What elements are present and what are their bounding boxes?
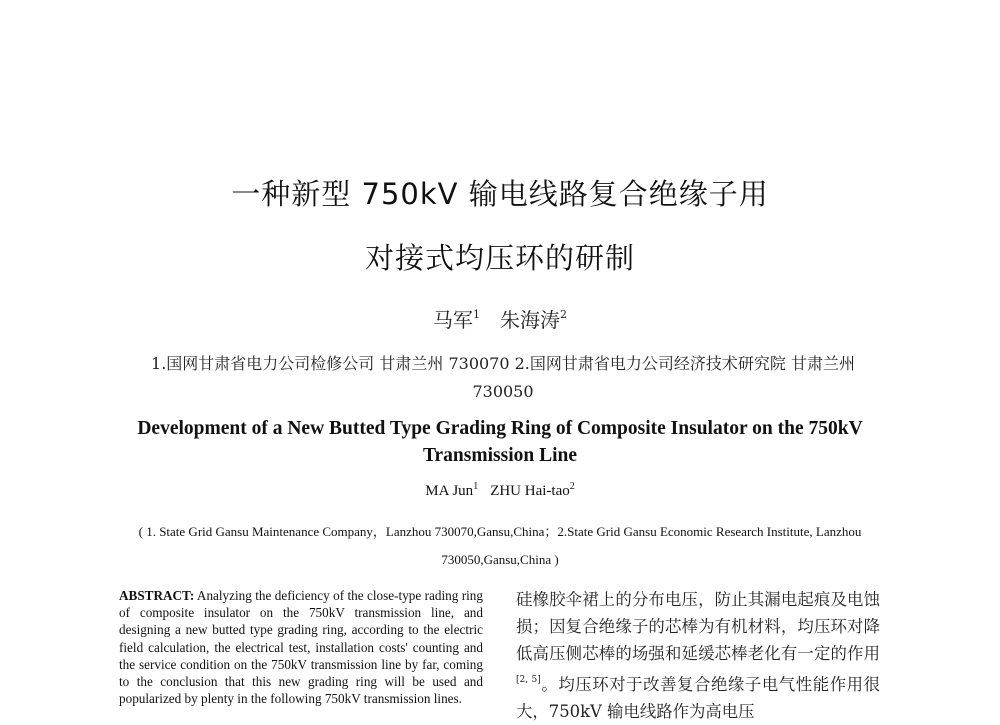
authors-cn <box>0 304 1000 333</box>
body-text-cn <box>516 586 880 725</box>
body-paragraph: 。均压环对于改善复合绝缘子电气性能作用很大，750kV 输电线路作为高电压 <box>516 675 881 721</box>
author-name: 朱海涛 <box>500 308 560 332</box>
abstract-label: ABSTRACT: <box>119 588 195 603</box>
author-mark: 1 <box>473 308 480 321</box>
abstract <box>119 587 483 707</box>
author-name: MA Jun <box>425 483 474 499</box>
author-name: 马军 <box>433 308 473 332</box>
paper-title-en: Development of a New Butted Type Grading Ring of Composite Insulator on the 750kV Transmission Line <box>137 418 863 466</box>
author-name: ZHU Hai-tao <box>490 483 570 499</box>
affiliation-cn: 1.国网甘肃省电力公司检修公司 甘肃兰州 730070 2.国网甘肃省电力公司经济技术研究院 甘肃兰州 730050 <box>151 354 855 401</box>
body-paragraph: 硅橡胶伞裙上的分布电压，防止其漏电起痕及电蚀损；因复合绝缘子的芯棒为有机材料，均压环对降低高压侧芯棒的场强和延缓芯棒老化有一定的作用 <box>516 590 880 663</box>
paper-title-cn-line2: 对接式均压环的研制 <box>364 241 635 275</box>
author-mark: 2 <box>569 481 575 492</box>
abstract-text: Analyzing the deficiency of the close-type rading ring of composite insulator on the 750kV transmission line, and designing a new butted type grading ring, according to the electric field calculation, the electrical test, installation costs' counting and the service condition on the 750kV transmission line by far, coming to the conclusion that this new grading ring will be used and popularized by plenty in the following 750kV transmission lines. <box>119 588 483 707</box>
author-mark: 2 <box>560 308 567 321</box>
affiliation-en: ( 1. State Grid Gansu Maintenance Company，Lanzhou 730070,Gansu,China；2.State Grid Gansu Economic Research Institute, Lanzhou 730050,Gansu,China ) <box>138 524 862 567</box>
author-mark: 1 <box>473 481 479 492</box>
paper-title-cn-line1: 一种新型 750kV 输电线路复合绝缘子用 <box>231 177 769 211</box>
citation-mark: [2, 5] <box>516 675 541 685</box>
authors-en <box>0 481 1000 500</box>
